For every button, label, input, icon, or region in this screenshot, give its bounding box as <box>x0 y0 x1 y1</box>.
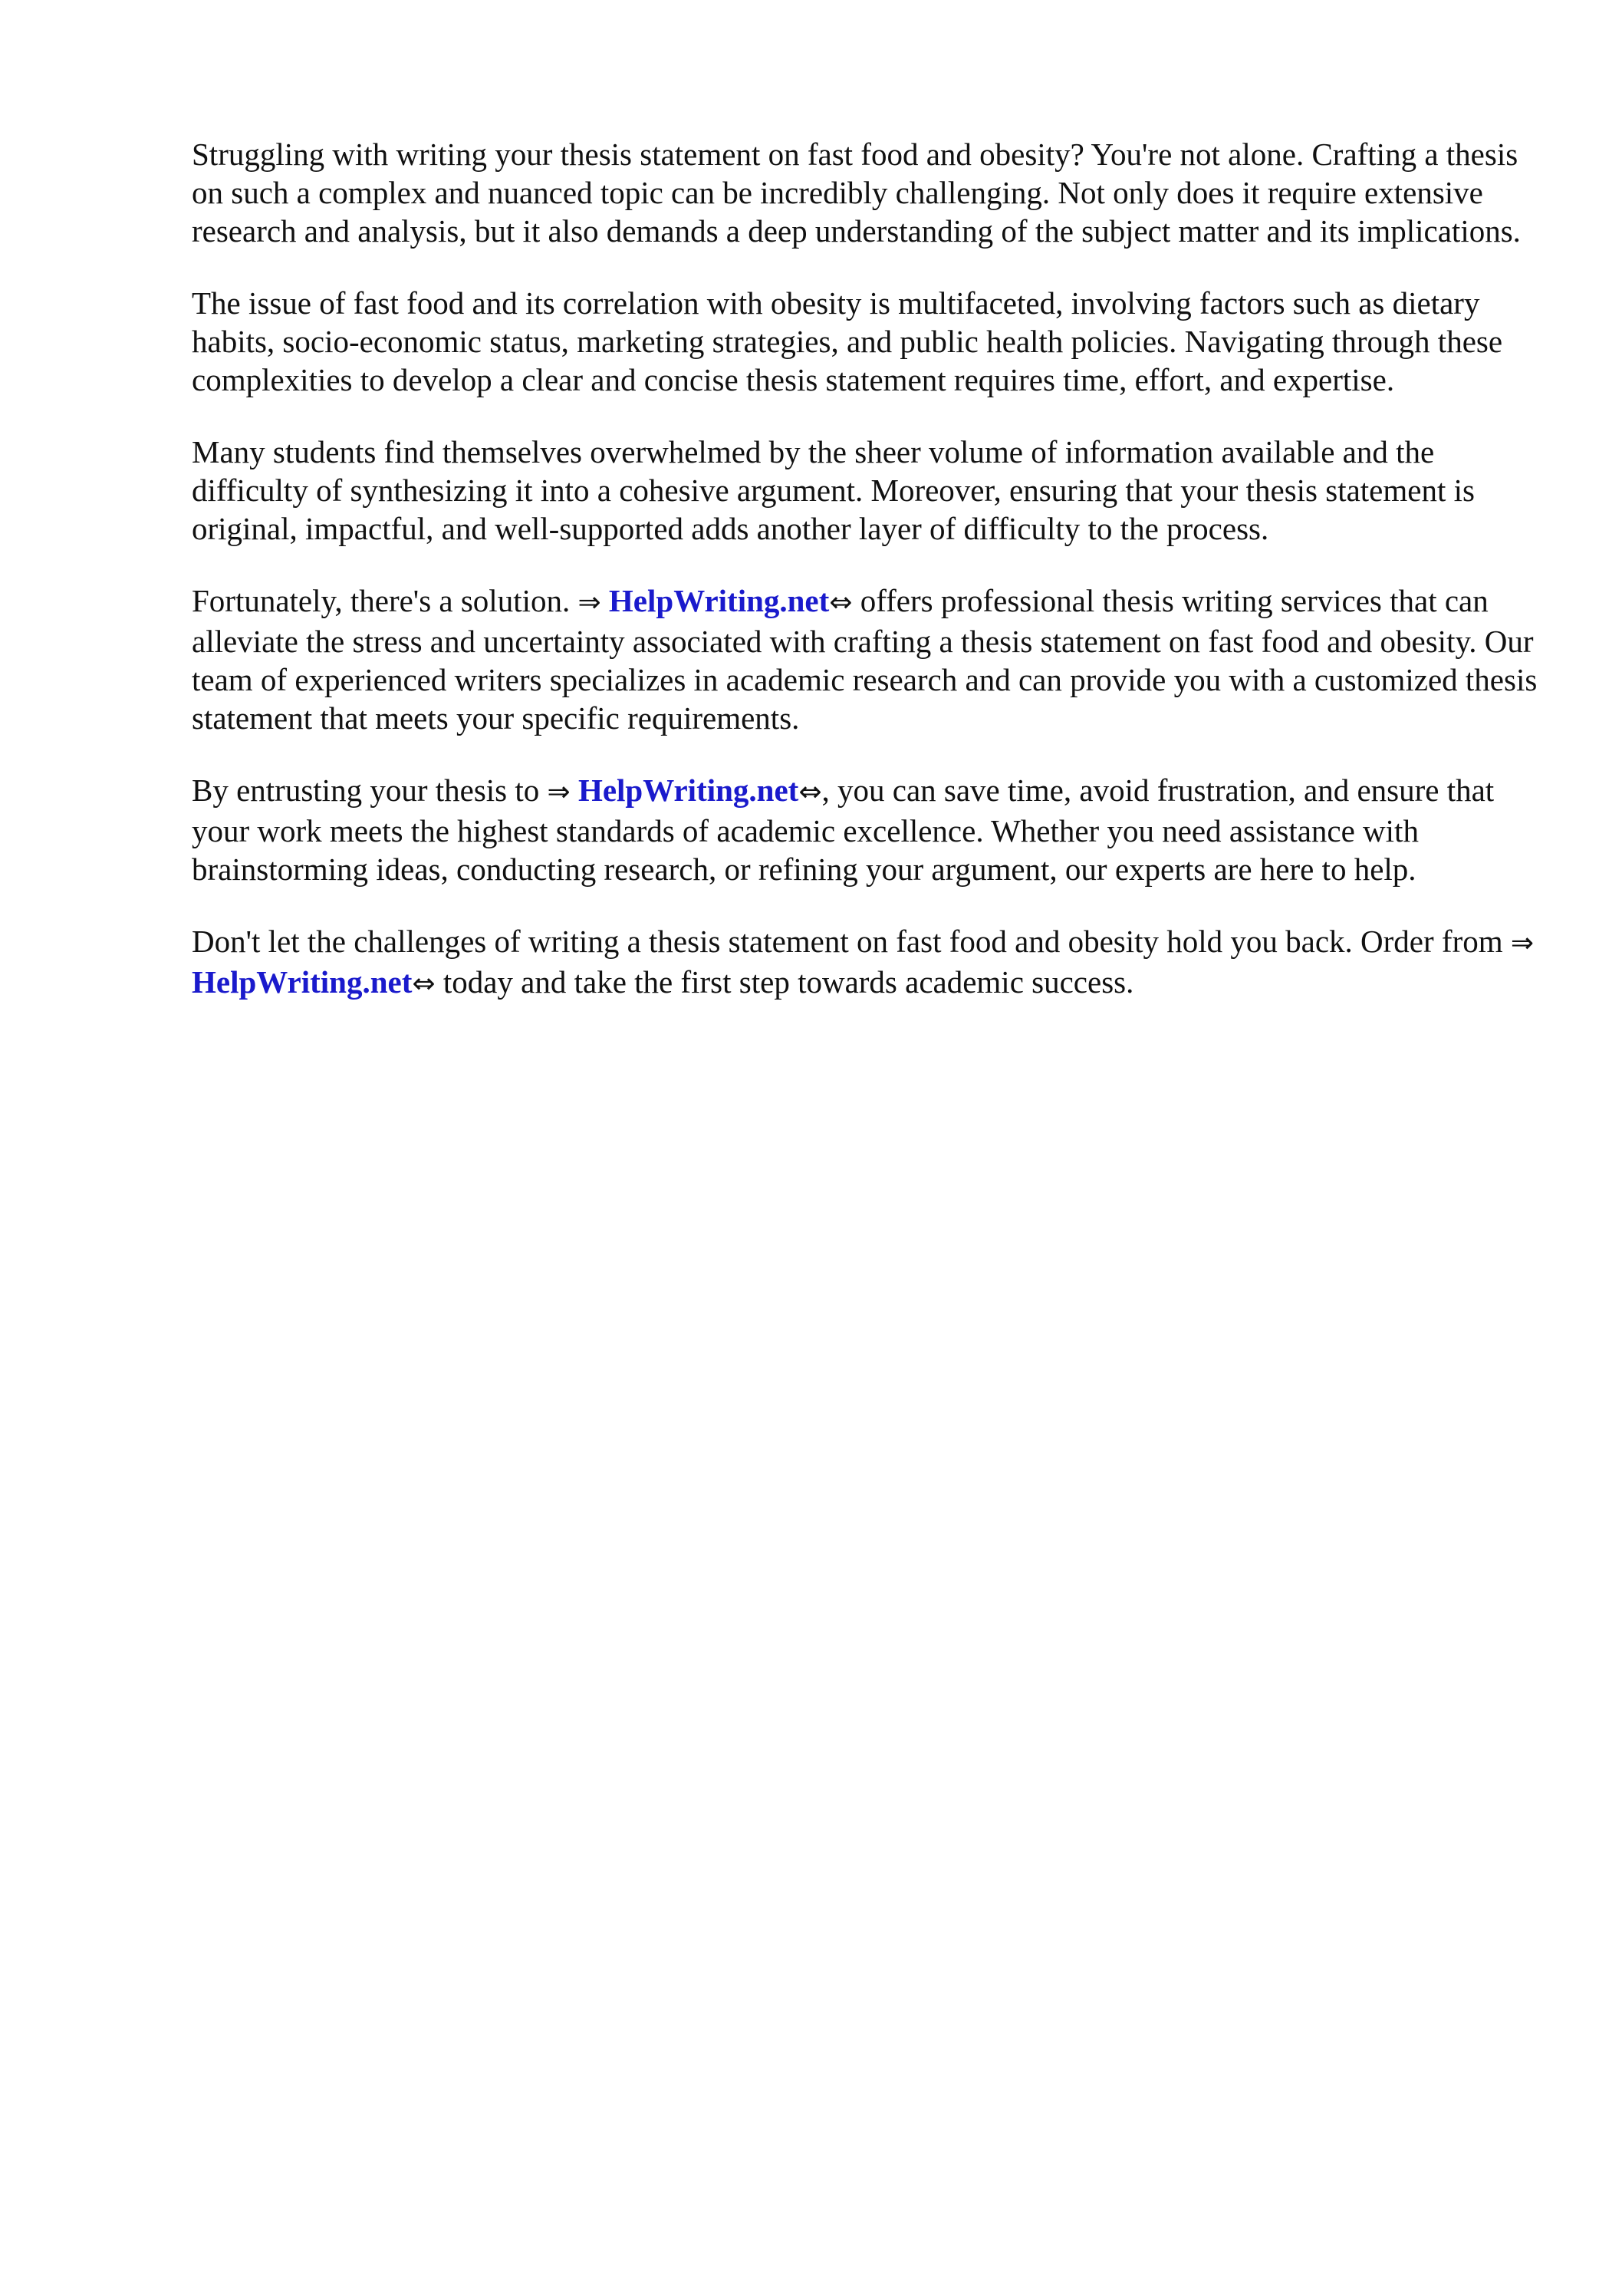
document-body <box>192 135 1549 1037</box>
double-arrow-icon: ⇔ <box>412 968 436 1000</box>
right-arrow-icon: ⇒ <box>577 587 601 618</box>
double-arrow-icon: ⇔ <box>829 587 853 618</box>
paragraph-solution <box>192 581 1549 737</box>
right-arrow-icon: ⇒ <box>547 776 571 808</box>
paragraph-entrusting-lead: By entrusting your thesis to <box>192 772 548 808</box>
helpwriting-link[interactable]: HelpWriting.net <box>192 964 413 1000</box>
paragraph-entrusting <box>192 771 1549 888</box>
paragraph-closing-lead: Don't let the challenges of writing a thesis statement on fast food and obesity hold you back. Order from <box>192 924 1511 959</box>
paragraph-closing <box>192 922 1549 1003</box>
paragraph-solution-lead: Fortunately, there's a solution. <box>192 583 578 618</box>
double-arrow-icon: ⇔ <box>798 776 822 808</box>
paragraph-intro: Struggling with writing your thesis statement on fast food and obesity? You're not alone. Crafting a thesis on such a complex and nuanced topic can be incredibly challenging. Not only does it require extensive research and analysis, but it also demands a deep understanding of the subject matter and its implications. <box>192 137 1521 249</box>
paragraph-solution-rest: offers professional thesis writing services that can alleviate the stress and uncertainty associated with crafting a thesis statement on fast food and obesity. Our team of experienced writers specializes in academic research and can provide you with a customized thesis statement that meets your specific requirements. <box>192 583 1538 736</box>
paragraph-closing-rest: today and take the first step towards academic success. <box>435 964 1134 1000</box>
helpwriting-link[interactable]: HelpWriting.net <box>608 583 830 618</box>
helpwriting-link[interactable]: HelpWriting.net <box>577 772 799 808</box>
paragraph-entrusting-rest: , you can save time, avoid frustration, and ensure that your work meets the highest standards of academic excellence. Whether you need assistance with brainstorming ideas, conducting research, or refining your argument, our experts are here to help. <box>192 772 1495 887</box>
paragraph-issue: The issue of fast food and its correlation with obesity is multifaceted, involving factors such as dietary habits, socio-economic status, marketing strategies, and public health policies. Navigating through these complexities to develop a clear and concise thesis statement requires time, effort, and expertise. <box>192 285 1503 397</box>
paragraph-students: Many students find themselves overwhelmed by the sheer volume of information available and the difficulty of synthesizing it into a cohesive argument. Moreover, ensuring that your thesis statement is original, impactful, and well-supported adds another layer of difficulty to the process. <box>192 434 1475 546</box>
right-arrow-icon: ⇒ <box>1510 927 1535 959</box>
